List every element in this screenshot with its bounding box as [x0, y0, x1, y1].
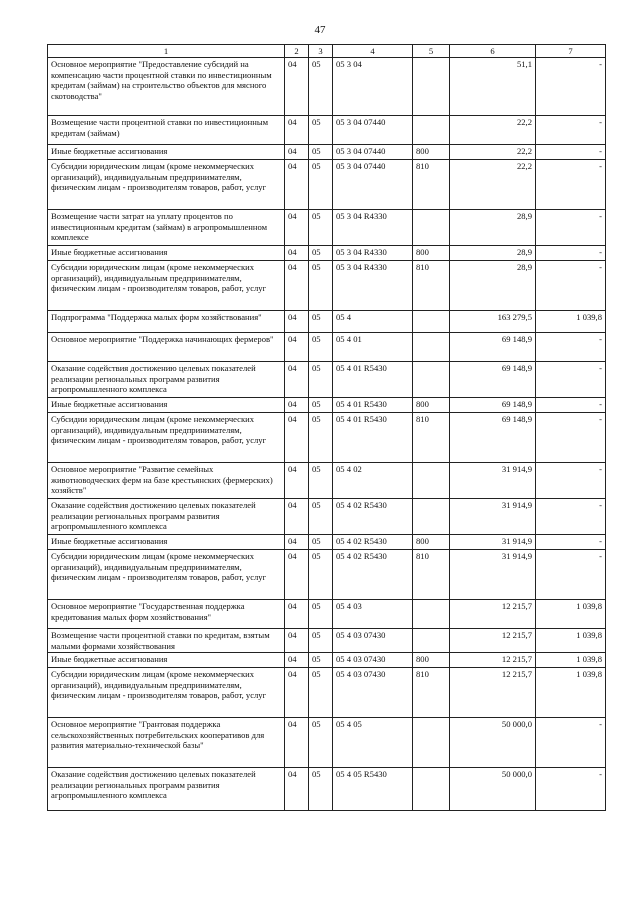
amount-col6: 31 914,9 — [450, 463, 536, 499]
target-article-code: 05 3 04 07440 — [333, 160, 413, 210]
amount-col6: 163 279,5 — [450, 311, 536, 333]
target-article-code: 05 3 04 07440 — [333, 116, 413, 145]
page-number: 47 — [314, 24, 326, 36]
column-header: 5 — [413, 45, 450, 58]
table-row — [48, 499, 606, 535]
table-body — [48, 58, 606, 811]
row-name: Субсидии юридическим лицам (кроме некоммерческих организаций), индивидуальным предпринимателям, физическим лицам - производителям товаров, работ, услуг — [48, 413, 285, 463]
row-name: Основное мероприятие "Поддержка начинающих фермеров" — [48, 333, 285, 362]
target-article-code: 05 4 02 R5430 — [333, 499, 413, 535]
target-article-code: 05 4 03 07430 — [333, 668, 413, 718]
row-name: Иные бюджетные ассигнования — [48, 653, 285, 668]
target-article-code: 05 4 05 — [333, 718, 413, 768]
column-header: 7 — [536, 45, 606, 58]
table-row — [48, 333, 606, 362]
target-article-code: 05 4 03 — [333, 600, 413, 629]
expense-type-code — [413, 463, 450, 499]
subsection-code: 05 — [309, 398, 333, 413]
subsection-code: 05 — [309, 550, 333, 600]
row-name: Оказание содействия достижению целевых показателей реализации региональных программ развития агропромышленного комплекса — [48, 499, 285, 535]
row-name: Субсидии юридическим лицам (кроме некоммерческих организаций), индивидуальным предпринимателям, физическим лицам - производителям товаров, работ, услуг — [48, 668, 285, 718]
section-code: 04 — [285, 600, 309, 629]
row-name: Оказание содействия достижению целевых показателей реализации региональных программ развития агропромышленного комплекса — [48, 768, 285, 811]
row-name: Возмещение части затрат на уплату процентов по инвестиционным кредитам (займам) в агропромышленном комплексе — [48, 210, 285, 246]
table-row — [48, 362, 606, 398]
subsection-code: 05 — [309, 499, 333, 535]
expense-type-code: 810 — [413, 668, 450, 718]
expense-type-code — [413, 629, 450, 653]
target-article-code: 05 3 04 — [333, 58, 413, 116]
table-row — [48, 261, 606, 311]
section-code: 04 — [285, 261, 309, 311]
amount-col7: - — [536, 333, 606, 362]
subsection-code: 05 — [309, 261, 333, 311]
row-name: Подпрограмма "Поддержка малых форм хозяйствования" — [48, 311, 285, 333]
amount-col6: 31 914,9 — [450, 499, 536, 535]
row-name: Субсидии юридическим лицам (кроме некоммерческих организаций), индивидуальным предпринимателям, физическим лицам - производителям товаров, работ, услуг — [48, 261, 285, 311]
amount-col7: - — [536, 463, 606, 499]
target-article-code: 05 4 01 R5430 — [333, 362, 413, 398]
subsection-code: 05 — [309, 768, 333, 811]
amount-col7: 1 039,8 — [536, 629, 606, 653]
amount-col6: 31 914,9 — [450, 535, 536, 550]
subsection-code: 05 — [309, 333, 333, 362]
amount-col7: - — [536, 499, 606, 535]
expense-type-code — [413, 333, 450, 362]
expense-type-code — [413, 600, 450, 629]
amount-col7: - — [536, 398, 606, 413]
expense-type-code — [413, 116, 450, 145]
column-header: 2 — [285, 45, 309, 58]
amount-col7: - — [536, 145, 606, 160]
amount-col6: 22,2 — [450, 160, 536, 210]
section-code: 04 — [285, 333, 309, 362]
target-article-code: 05 4 03 07430 — [333, 629, 413, 653]
row-name: Иные бюджетные ассигнования — [48, 398, 285, 413]
subsection-code: 05 — [309, 653, 333, 668]
expense-type-code: 810 — [413, 413, 450, 463]
table-row — [48, 58, 606, 116]
section-code: 04 — [285, 398, 309, 413]
amount-col6: 22,2 — [450, 145, 536, 160]
target-article-code: 05 3 04 R4330 — [333, 246, 413, 261]
subsection-code: 05 — [309, 210, 333, 246]
expense-type-code — [413, 311, 450, 333]
amount-col6: 28,9 — [450, 261, 536, 311]
expense-type-code — [413, 718, 450, 768]
row-name: Основное мероприятие "Развитие семейных животноводческих ферм на базе крестьянских (фермерских) хозяйств" — [48, 463, 285, 499]
amount-col6: 28,9 — [450, 246, 536, 261]
amount-col7: - — [536, 58, 606, 116]
table-row — [48, 768, 606, 811]
subsection-code: 05 — [309, 629, 333, 653]
amount-col7: - — [536, 160, 606, 210]
target-article-code: 05 4 — [333, 311, 413, 333]
table-row — [48, 210, 606, 246]
row-name: Иные бюджетные ассигнования — [48, 535, 285, 550]
section-code: 04 — [285, 499, 309, 535]
section-code: 04 — [285, 768, 309, 811]
expense-type-code: 800 — [413, 398, 450, 413]
section-code: 04 — [285, 311, 309, 333]
amount-col7: 1 039,8 — [536, 311, 606, 333]
amount-col6: 12 215,7 — [450, 668, 536, 718]
expense-type-code — [413, 362, 450, 398]
amount-col7: - — [536, 246, 606, 261]
expense-type-code — [413, 768, 450, 811]
table-row — [48, 311, 606, 333]
amount-col6: 12 215,7 — [450, 600, 536, 629]
section-code: 04 — [285, 116, 309, 145]
table-row — [48, 398, 606, 413]
amount-col6: 69 148,9 — [450, 333, 536, 362]
expense-type-code: 810 — [413, 261, 450, 311]
row-name: Оказание содействия достижению целевых показателей реализации региональных программ развития агропромышленного комплекса — [48, 362, 285, 398]
target-article-code: 05 3 04 R4330 — [333, 261, 413, 311]
row-name: Основное мероприятие "Государственная поддержка кредитования малых форм хозяйствования" — [48, 600, 285, 629]
column-header: 1 — [48, 45, 285, 58]
row-name: Основное мероприятие "Предоставление субсидий на компенсацию части процентной ставки по инвестиционным кредитам (займам) на строительство объектов для мясного скотоводства" — [48, 58, 285, 116]
amount-col6: 31 914,9 — [450, 550, 536, 600]
expense-type-code: 810 — [413, 160, 450, 210]
section-code: 04 — [285, 160, 309, 210]
subsection-code: 05 — [309, 116, 333, 145]
subsection-code: 05 — [309, 58, 333, 116]
amount-col6: 22,2 — [450, 116, 536, 145]
column-header: 6 — [450, 45, 536, 58]
amount-col7: 1 039,8 — [536, 600, 606, 629]
section-code: 04 — [285, 668, 309, 718]
amount-col7: - — [536, 210, 606, 246]
budget-table — [47, 44, 606, 811]
row-name: Возмещение части процентной ставки по инвестиционным кредитам (займам) — [48, 116, 285, 145]
expense-type-code: 800 — [413, 653, 450, 668]
table-row — [48, 246, 606, 261]
amount-col6: 69 148,9 — [450, 362, 536, 398]
section-code: 04 — [285, 58, 309, 116]
table-row — [48, 600, 606, 629]
section-code: 04 — [285, 246, 309, 261]
subsection-code: 05 — [309, 718, 333, 768]
section-code: 04 — [285, 653, 309, 668]
amount-col7: - — [536, 362, 606, 398]
column-header: 3 — [309, 45, 333, 58]
expense-type-code: 800 — [413, 246, 450, 261]
subsection-code: 05 — [309, 413, 333, 463]
table-row — [48, 718, 606, 768]
amount-col7: - — [536, 116, 606, 145]
target-article-code: 05 3 04 R4330 — [333, 210, 413, 246]
subsection-code: 05 — [309, 362, 333, 398]
row-name: Иные бюджетные ассигнования — [48, 145, 285, 160]
subsection-code: 05 — [309, 311, 333, 333]
subsection-code: 05 — [309, 668, 333, 718]
expense-type-code — [413, 499, 450, 535]
amount-col6: 69 148,9 — [450, 413, 536, 463]
table-row — [48, 145, 606, 160]
target-article-code: 05 4 01 R5430 — [333, 413, 413, 463]
section-code: 04 — [285, 550, 309, 600]
amount-col7: - — [536, 261, 606, 311]
target-article-code: 05 4 02 R5430 — [333, 535, 413, 550]
target-article-code: 05 4 02 R5430 — [333, 550, 413, 600]
subsection-code: 05 — [309, 535, 333, 550]
subsection-code: 05 — [309, 160, 333, 210]
target-article-code: 05 4 02 — [333, 463, 413, 499]
row-name: Основное мероприятие "Грантовая поддержка сельскохозяйственных потребительских кооперативов для развития материально-технической базы" — [48, 718, 285, 768]
table-row — [48, 629, 606, 653]
target-article-code: 05 4 01 — [333, 333, 413, 362]
section-code: 04 — [285, 413, 309, 463]
row-name: Возмещение части процентной ставки по кредитам, взятым малыми формами хозяйствования — [48, 629, 285, 653]
expense-type-code — [413, 210, 450, 246]
column-header: 4 — [333, 45, 413, 58]
amount-col6: 12 215,7 — [450, 653, 536, 668]
table-row — [48, 413, 606, 463]
amount-col7: - — [536, 413, 606, 463]
subsection-code: 05 — [309, 246, 333, 261]
target-article-code: 05 4 01 R5430 — [333, 398, 413, 413]
expense-type-code — [413, 58, 450, 116]
section-code: 04 — [285, 362, 309, 398]
amount-col6: 51,1 — [450, 58, 536, 116]
section-code: 04 — [285, 718, 309, 768]
section-code: 04 — [285, 145, 309, 160]
section-code: 04 — [285, 463, 309, 499]
amount-col7: - — [536, 550, 606, 600]
section-code: 04 — [285, 535, 309, 550]
row-name: Иные бюджетные ассигнования — [48, 246, 285, 261]
subsection-code: 05 — [309, 145, 333, 160]
amount-col7: 1 039,8 — [536, 668, 606, 718]
subsection-code: 05 — [309, 600, 333, 629]
header-row — [48, 45, 606, 58]
table-row — [48, 668, 606, 718]
expense-type-code: 800 — [413, 145, 450, 160]
amount-col6: 50 000,0 — [450, 718, 536, 768]
target-article-code: 05 3 04 07440 — [333, 145, 413, 160]
expense-type-code: 810 — [413, 550, 450, 600]
table-row — [48, 116, 606, 145]
expense-type-code: 800 — [413, 535, 450, 550]
amount-col7: - — [536, 718, 606, 768]
amount-col6: 12 215,7 — [450, 629, 536, 653]
amount-col7: 1 039,8 — [536, 653, 606, 668]
amount-col7: - — [536, 768, 606, 811]
section-code: 04 — [285, 629, 309, 653]
target-article-code: 05 4 05 R5430 — [333, 768, 413, 811]
table-row — [48, 535, 606, 550]
subsection-code: 05 — [309, 463, 333, 499]
amount-col6: 50 000,0 — [450, 768, 536, 811]
table-row — [48, 463, 606, 499]
amount-col6: 69 148,9 — [450, 398, 536, 413]
amount-col6: 28,9 — [450, 210, 536, 246]
row-name: Субсидии юридическим лицам (кроме некоммерческих организаций), индивидуальным предпринимателям, физическим лицам - производителям товаров, работ, услуг — [48, 160, 285, 210]
target-article-code: 05 4 03 07430 — [333, 653, 413, 668]
table-row — [48, 160, 606, 210]
section-code: 04 — [285, 210, 309, 246]
table-row — [48, 653, 606, 668]
table-row — [48, 550, 606, 600]
amount-col7: - — [536, 535, 606, 550]
row-name: Субсидии юридическим лицам (кроме некоммерческих организаций), индивидуальным предпринимателям, физическим лицам - производителям товаров, работ, услуг — [48, 550, 285, 600]
